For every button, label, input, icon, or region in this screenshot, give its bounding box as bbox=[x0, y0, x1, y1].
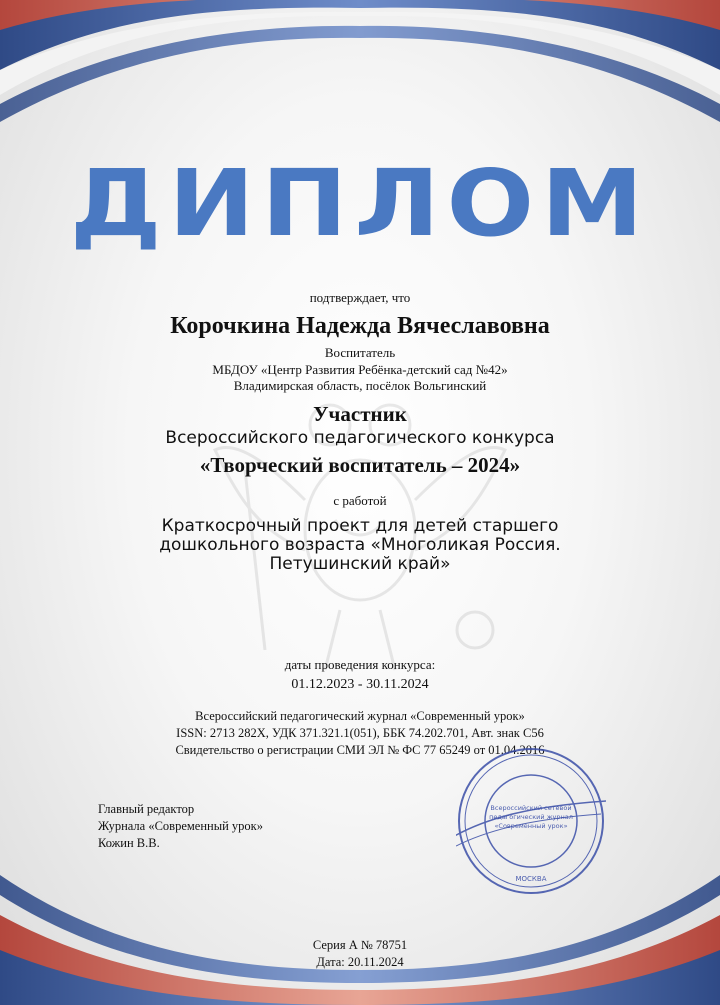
dates-value: 01.12.2023 - 30.11.2024 bbox=[291, 677, 429, 692]
work-title bbox=[0, 517, 720, 574]
competition-line: Всероссийского педагогического конкурса bbox=[165, 428, 555, 448]
editor-title: Главный редактор bbox=[98, 802, 195, 816]
dates-label: даты проведения конкурса: bbox=[284, 657, 436, 672]
journal-name: Всероссийский педагогический журнал «Современный урок» bbox=[195, 709, 525, 723]
diploma-title: ДИПЛОМ bbox=[69, 150, 651, 257]
work-title-line: Краткосрочный проект для детей старшего bbox=[161, 516, 559, 536]
stamp-line: «Современный урок» bbox=[494, 822, 568, 830]
bottom-wave-decoration bbox=[0, 855, 720, 1005]
editor-block bbox=[98, 801, 263, 852]
journal-issn: ISSN: 2713 282X, УДК 371.321.1(051), ББК 74.202.701, Авт. знак С56 bbox=[176, 726, 544, 740]
series-date: Дата: 20.11.2024 bbox=[316, 955, 404, 969]
journal-registration: Свидетельство о регистрации СМИ ЭЛ № ФС 77 65249 от 01.04.2016 bbox=[175, 743, 545, 757]
journal-info bbox=[0, 708, 720, 759]
work-title-line: Петушинский край» bbox=[269, 554, 451, 574]
editor-journal: Журнала «Современный урок» bbox=[98, 819, 264, 833]
stamp-line: педагогический журнал bbox=[489, 813, 573, 821]
recipient-position: Воспитатель bbox=[324, 345, 396, 360]
journal-stamp bbox=[456, 746, 606, 896]
confirms-text: подтверждает, что bbox=[309, 290, 411, 305]
recipient-organization: МБДОУ «Центр Развития Ребёнка-детский сад №42» bbox=[212, 362, 508, 377]
recipient-name: Корочкина Надежда Вячеславовна bbox=[170, 313, 550, 339]
competition-name: «Творческий воспитатель – 2024» bbox=[199, 453, 521, 477]
stamp-line: Всероссийский сетевой bbox=[490, 804, 572, 812]
status-text: Участник bbox=[313, 402, 407, 426]
series-block bbox=[0, 937, 720, 971]
editor-name: Кожин В.В. bbox=[98, 836, 160, 850]
series-number: Серия А № 78751 bbox=[312, 938, 408, 952]
work-title-line: дошкольного возраста «Многоликая Россия. bbox=[159, 535, 561, 555]
with-work-text: с работой bbox=[333, 493, 387, 508]
recipient-region: Владимирская область, посёлок Вольгинский bbox=[233, 378, 487, 393]
top-wave-decoration bbox=[0, 0, 720, 130]
stamp-city: МОСКВА bbox=[515, 875, 547, 883]
